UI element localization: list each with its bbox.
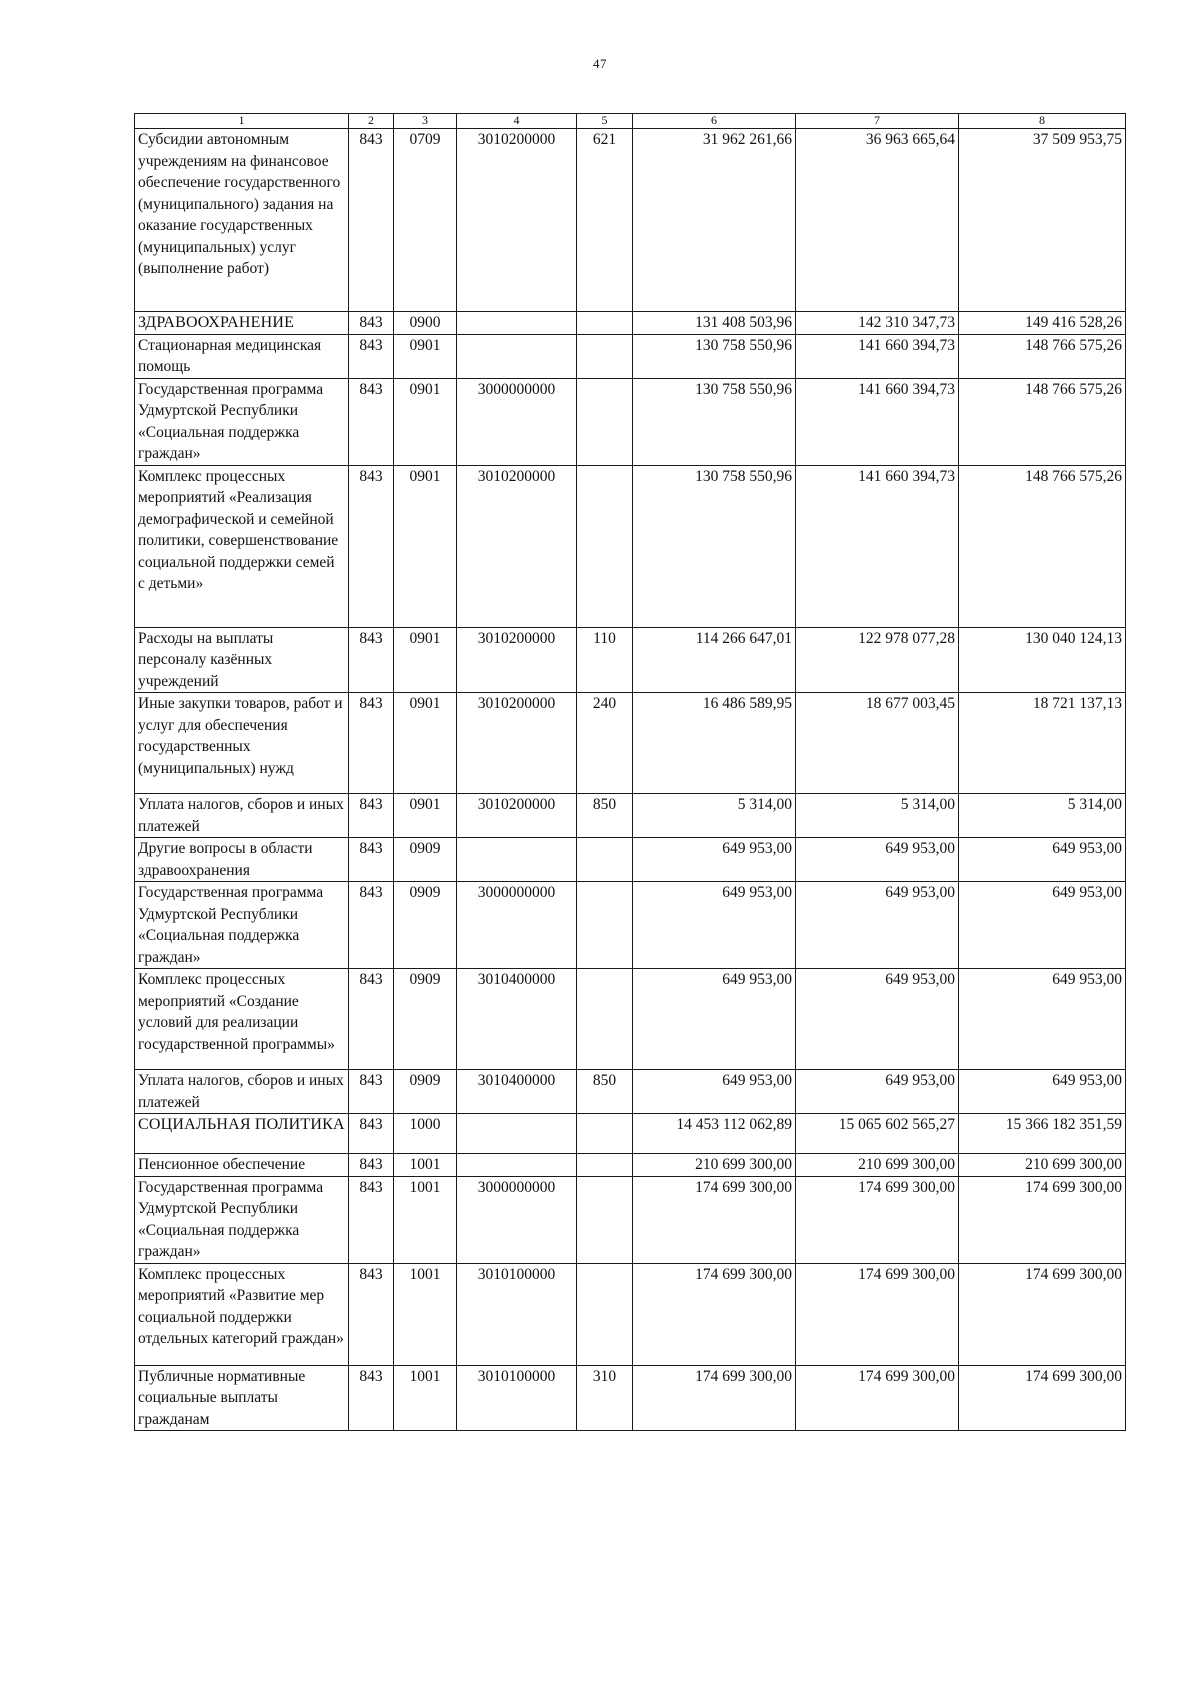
cell-expense-type xyxy=(577,1114,633,1154)
cell-admin-code: 843 xyxy=(349,129,394,312)
column-header: 6 xyxy=(633,114,796,129)
cell-section-code: 1000 xyxy=(394,1114,457,1154)
cell-amount-3: 649 953,00 xyxy=(959,882,1126,969)
cell-name: Субсидии автономным учреждениям на финансовое обеспечение государственного (муниципального) задания на оказание государственных (муниципальных) услуг (выполнение работ) xyxy=(135,129,349,312)
cell-expense-type: 240 xyxy=(577,693,633,794)
cell-section-code: 0909 xyxy=(394,969,457,1070)
table-row xyxy=(135,627,1126,693)
cell-amount-2: 141 660 394,73 xyxy=(796,465,959,627)
cell-amount-1: 114 266 647,01 xyxy=(633,627,796,693)
cell-amount-2: 174 699 300,00 xyxy=(796,1176,959,1263)
column-header: 3 xyxy=(394,114,457,129)
cell-admin-code: 843 xyxy=(349,882,394,969)
cell-amount-1: 14 453 112 062,89 xyxy=(633,1114,796,1154)
cell-target-code xyxy=(457,334,577,378)
cell-amount-3: 148 766 575,26 xyxy=(959,465,1126,627)
cell-amount-1: 31 962 261,66 xyxy=(633,129,796,312)
table-row xyxy=(135,465,1126,627)
column-number-row xyxy=(135,114,1126,129)
cell-admin-code: 843 xyxy=(349,312,394,335)
table-row xyxy=(135,334,1126,378)
cell-amount-1: 174 699 300,00 xyxy=(633,1365,796,1431)
cell-name: ЗДРАВООХРАНЕНИЕ xyxy=(135,312,349,335)
table-row xyxy=(135,129,1126,312)
cell-expense-type: 850 xyxy=(577,1070,633,1114)
cell-target-code: 3010400000 xyxy=(457,969,577,1070)
cell-amount-1: 210 699 300,00 xyxy=(633,1154,796,1177)
cell-expense-type xyxy=(577,882,633,969)
cell-admin-code: 843 xyxy=(349,1114,394,1154)
cell-admin-code: 843 xyxy=(349,1365,394,1431)
cell-name: Комплекс процессных мероприятий «Развитие мер социальной поддержки отдельных категорий граждан» xyxy=(135,1263,349,1365)
cell-name: Другие вопросы в области здравоохранения xyxy=(135,838,349,882)
cell-target-code: 3000000000 xyxy=(457,1176,577,1263)
cell-admin-code: 843 xyxy=(349,465,394,627)
cell-amount-1: 649 953,00 xyxy=(633,1070,796,1114)
cell-admin-code: 843 xyxy=(349,1154,394,1177)
cell-amount-1: 5 314,00 xyxy=(633,794,796,838)
cell-name: Государственная программа Удмуртской Республики «Социальная поддержка граждан» xyxy=(135,1176,349,1263)
table-row xyxy=(135,378,1126,465)
cell-amount-2: 174 699 300,00 xyxy=(796,1263,959,1365)
cell-amount-2: 15 065 602 565,27 xyxy=(796,1114,959,1154)
cell-target-code: 3010100000 xyxy=(457,1365,577,1431)
cell-name: Уплата налогов, сборов и иных платежей xyxy=(135,1070,349,1114)
cell-amount-2: 649 953,00 xyxy=(796,838,959,882)
cell-amount-3: 174 699 300,00 xyxy=(959,1365,1126,1431)
cell-amount-3: 174 699 300,00 xyxy=(959,1263,1126,1365)
cell-amount-1: 649 953,00 xyxy=(633,969,796,1070)
cell-expense-type xyxy=(577,838,633,882)
cell-amount-2: 18 677 003,45 xyxy=(796,693,959,794)
column-header: 4 xyxy=(457,114,577,129)
cell-expense-type xyxy=(577,465,633,627)
cell-section-code: 0901 xyxy=(394,334,457,378)
cell-amount-3: 649 953,00 xyxy=(959,838,1126,882)
cell-amount-1: 131 408 503,96 xyxy=(633,312,796,335)
cell-admin-code: 843 xyxy=(349,794,394,838)
cell-name: СОЦИАЛЬНАЯ ПОЛИТИКА xyxy=(135,1114,349,1154)
cell-admin-code: 843 xyxy=(349,693,394,794)
cell-target-code: 3010200000 xyxy=(457,129,577,312)
cell-amount-2: 36 963 665,64 xyxy=(796,129,959,312)
cell-section-code: 1001 xyxy=(394,1263,457,1365)
cell-amount-3: 18 721 137,13 xyxy=(959,693,1126,794)
table-row xyxy=(135,693,1126,794)
cell-amount-2: 649 953,00 xyxy=(796,969,959,1070)
cell-amount-1: 174 699 300,00 xyxy=(633,1176,796,1263)
cell-section-code: 0909 xyxy=(394,838,457,882)
cell-target-code: 3010200000 xyxy=(457,794,577,838)
cell-amount-1: 649 953,00 xyxy=(633,882,796,969)
table-row xyxy=(135,1070,1126,1114)
table-body xyxy=(135,129,1126,1431)
column-header: 5 xyxy=(577,114,633,129)
cell-amount-3: 649 953,00 xyxy=(959,969,1126,1070)
cell-name: Комплекс процессных мероприятий «Создание условий для реализации государственной программы» xyxy=(135,969,349,1070)
cell-amount-3: 37 509 953,75 xyxy=(959,129,1126,312)
cell-amount-3: 5 314,00 xyxy=(959,794,1126,838)
cell-amount-1: 16 486 589,95 xyxy=(633,693,796,794)
cell-amount-3: 649 953,00 xyxy=(959,1070,1126,1114)
cell-amount-2: 649 953,00 xyxy=(796,882,959,969)
cell-expense-type xyxy=(577,969,633,1070)
cell-name: Пенсионное обеспечение xyxy=(135,1154,349,1177)
cell-amount-2: 122 978 077,28 xyxy=(796,627,959,693)
cell-admin-code: 843 xyxy=(349,838,394,882)
cell-section-code: 0900 xyxy=(394,312,457,335)
cell-expense-type xyxy=(577,1176,633,1263)
column-header: 2 xyxy=(349,114,394,129)
cell-admin-code: 843 xyxy=(349,969,394,1070)
budget-table xyxy=(134,113,1126,1431)
cell-admin-code: 843 xyxy=(349,1263,394,1365)
cell-amount-1: 130 758 550,96 xyxy=(633,465,796,627)
cell-amount-2: 141 660 394,73 xyxy=(796,378,959,465)
cell-name: Расходы на выплаты персоналу казённых учреждений xyxy=(135,627,349,693)
table-row xyxy=(135,882,1126,969)
cell-section-code: 0901 xyxy=(394,693,457,794)
column-header: 1 xyxy=(135,114,349,129)
cell-amount-1: 130 758 550,96 xyxy=(633,378,796,465)
table-row xyxy=(135,312,1126,335)
table-row xyxy=(135,1365,1126,1431)
cell-admin-code: 843 xyxy=(349,334,394,378)
cell-target-code: 3000000000 xyxy=(457,378,577,465)
cell-section-code: 0709 xyxy=(394,129,457,312)
cell-amount-3: 149 416 528,26 xyxy=(959,312,1126,335)
cell-section-code: 0901 xyxy=(394,627,457,693)
cell-section-code: 0909 xyxy=(394,1070,457,1114)
cell-target-code xyxy=(457,1114,577,1154)
cell-section-code: 0901 xyxy=(394,465,457,627)
cell-target-code: 3000000000 xyxy=(457,882,577,969)
cell-target-code: 3010100000 xyxy=(457,1263,577,1365)
cell-amount-3: 148 766 575,26 xyxy=(959,378,1126,465)
cell-section-code: 0901 xyxy=(394,794,457,838)
cell-amount-3: 15 366 182 351,59 xyxy=(959,1114,1126,1154)
column-header: 7 xyxy=(796,114,959,129)
cell-expense-type: 850 xyxy=(577,794,633,838)
cell-name: Уплата налогов, сборов и иных платежей xyxy=(135,794,349,838)
cell-amount-1: 174 699 300,00 xyxy=(633,1263,796,1365)
cell-name: Государственная программа Удмуртской Республики «Социальная поддержка граждан» xyxy=(135,882,349,969)
cell-target-code: 3010400000 xyxy=(457,1070,577,1114)
cell-amount-2: 5 314,00 xyxy=(796,794,959,838)
cell-amount-3: 174 699 300,00 xyxy=(959,1176,1126,1263)
cell-amount-2: 141 660 394,73 xyxy=(796,334,959,378)
cell-expense-type xyxy=(577,334,633,378)
cell-expense-type xyxy=(577,1263,633,1365)
cell-expense-type: 110 xyxy=(577,627,633,693)
cell-admin-code: 843 xyxy=(349,1070,394,1114)
cell-amount-2: 210 699 300,00 xyxy=(796,1154,959,1177)
cell-target-code: 3010200000 xyxy=(457,693,577,794)
table-row xyxy=(135,838,1126,882)
page-number: 47 xyxy=(593,56,607,71)
cell-target-code xyxy=(457,312,577,335)
table-row xyxy=(135,1154,1126,1177)
cell-section-code: 1001 xyxy=(394,1365,457,1431)
column-header: 8 xyxy=(959,114,1126,129)
cell-admin-code: 843 xyxy=(349,378,394,465)
cell-expense-type xyxy=(577,1154,633,1177)
cell-expense-type xyxy=(577,312,633,335)
cell-amount-2: 174 699 300,00 xyxy=(796,1365,959,1431)
cell-name: Комплекс процессных мероприятий «Реализация демографической и семейной политики, совершенствование социальной поддержки семей с детьми» xyxy=(135,465,349,627)
cell-admin-code: 843 xyxy=(349,1176,394,1263)
table-row xyxy=(135,794,1126,838)
table-row xyxy=(135,969,1126,1070)
cell-amount-1: 649 953,00 xyxy=(633,838,796,882)
cell-target-code xyxy=(457,1154,577,1177)
cell-name: Публичные нормативные социальные выплаты гражданам xyxy=(135,1365,349,1431)
cell-target-code xyxy=(457,838,577,882)
cell-section-code: 1001 xyxy=(394,1176,457,1263)
cell-name: Государственная программа Удмуртской Республики «Социальная поддержка граждан» xyxy=(135,378,349,465)
cell-amount-3: 148 766 575,26 xyxy=(959,334,1126,378)
cell-amount-2: 649 953,00 xyxy=(796,1070,959,1114)
cell-name: Иные закупки товаров, работ и услуг для обеспечения государственных (муниципальных) нужд xyxy=(135,693,349,794)
cell-name: Стационарная медицинская помощь xyxy=(135,334,349,378)
cell-section-code: 1001 xyxy=(394,1154,457,1177)
cell-target-code: 3010200000 xyxy=(457,627,577,693)
cell-expense-type: 310 xyxy=(577,1365,633,1431)
cell-amount-3: 130 040 124,13 xyxy=(959,627,1126,693)
cell-expense-type: 621 xyxy=(577,129,633,312)
cell-admin-code: 843 xyxy=(349,627,394,693)
cell-amount-2: 142 310 347,73 xyxy=(796,312,959,335)
table-row xyxy=(135,1114,1126,1154)
cell-amount-1: 130 758 550,96 xyxy=(633,334,796,378)
cell-expense-type xyxy=(577,378,633,465)
table-row xyxy=(135,1263,1126,1365)
cell-section-code: 0909 xyxy=(394,882,457,969)
cell-section-code: 0901 xyxy=(394,378,457,465)
cell-amount-3: 210 699 300,00 xyxy=(959,1154,1126,1177)
cell-target-code: 3010200000 xyxy=(457,465,577,627)
table-row xyxy=(135,1176,1126,1263)
